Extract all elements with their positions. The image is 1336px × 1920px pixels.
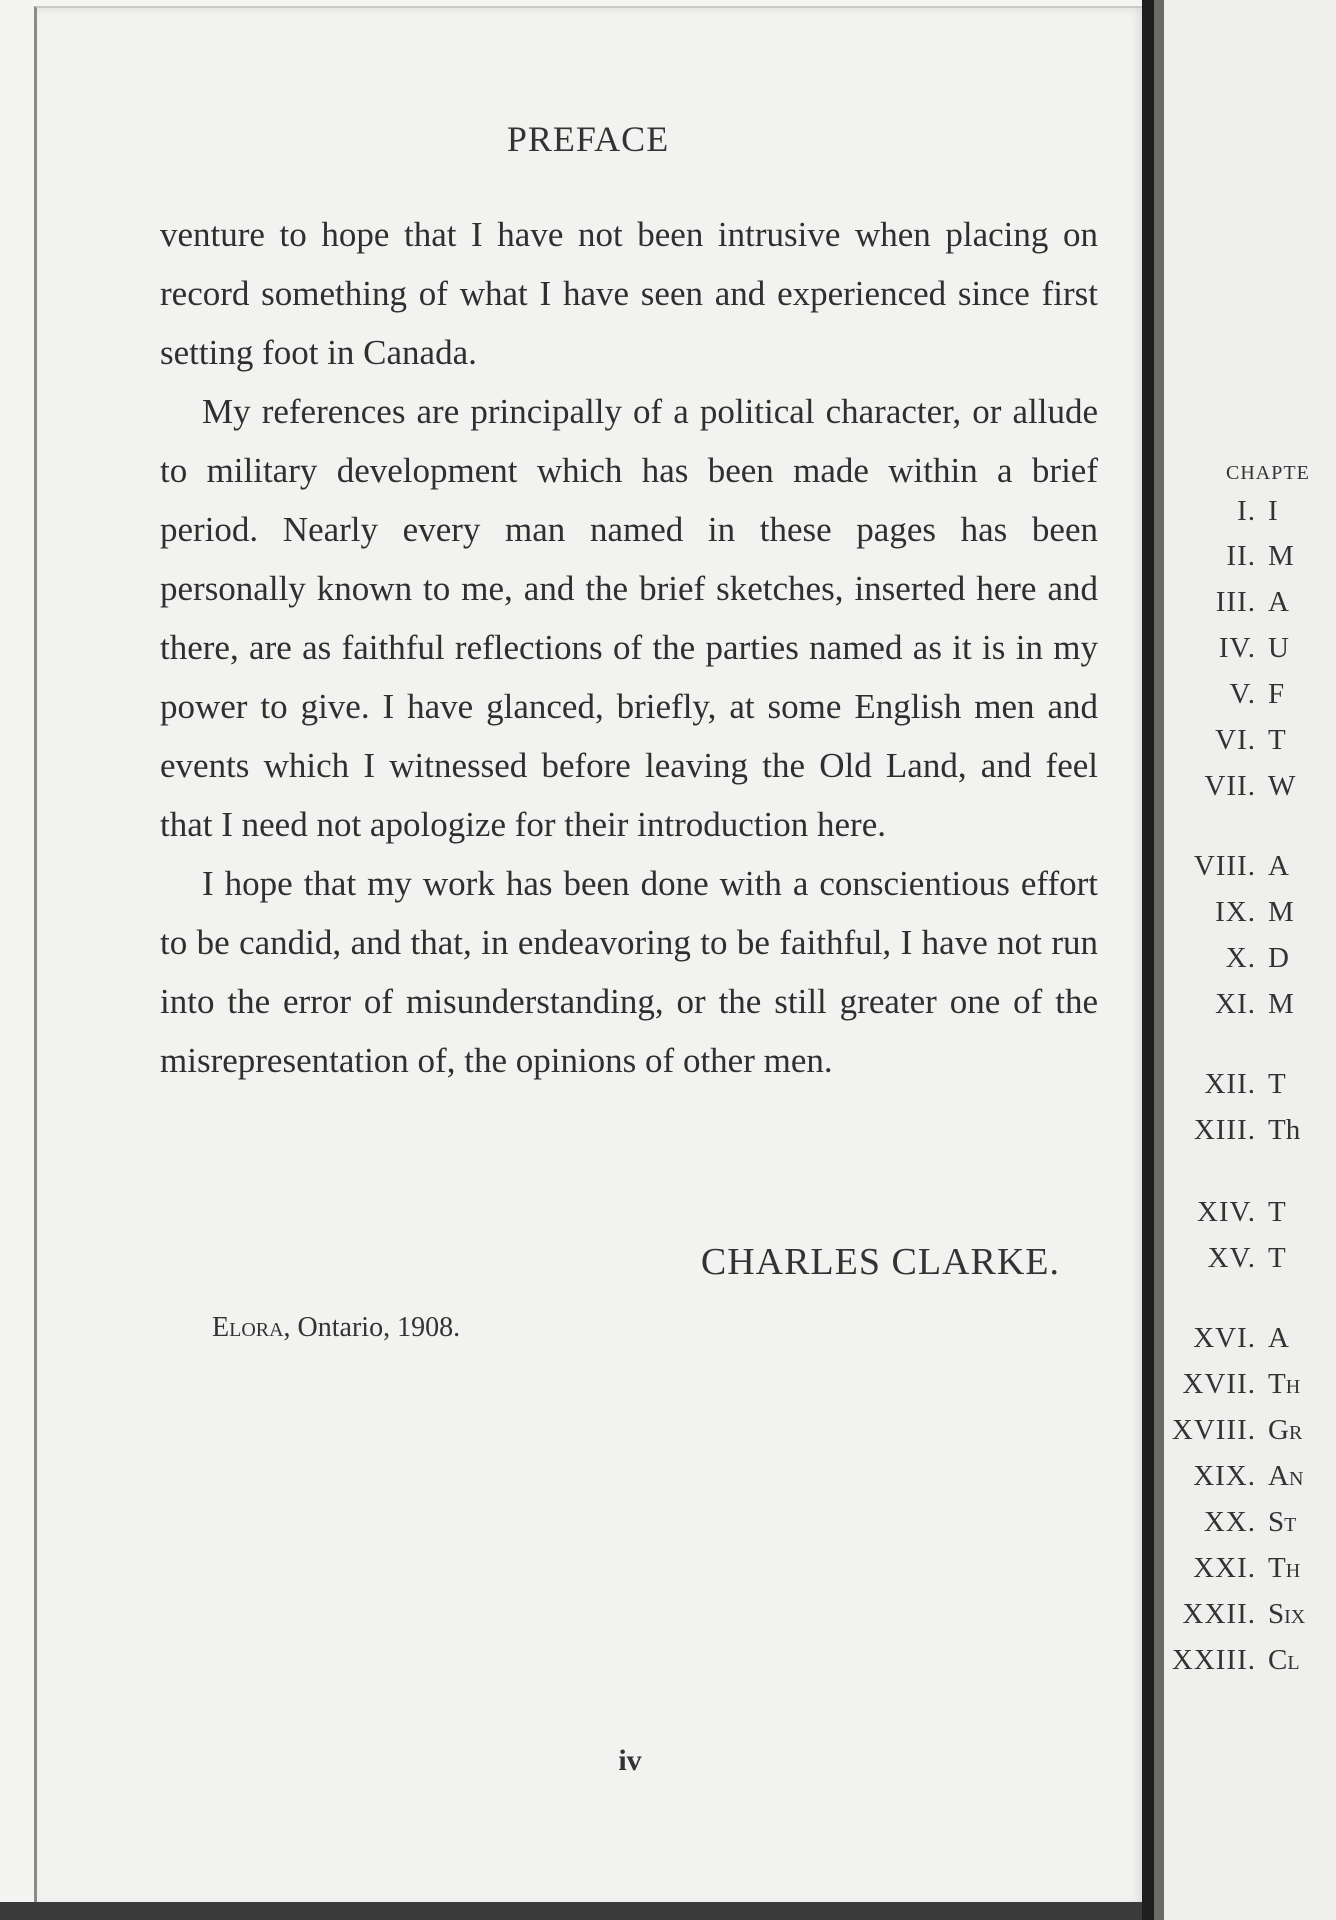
chapter-title: A <box>1268 1322 1289 1354</box>
chapter-number: XXII. <box>1182 1598 1256 1630</box>
chapter-number: II. <box>1226 540 1256 572</box>
chapter-row <box>1164 1598 1336 1634</box>
chapter-number: VI. <box>1215 724 1256 756</box>
chapter-title: F <box>1268 678 1285 710</box>
chapter-title: An <box>1268 1460 1304 1492</box>
chapter-title: Th <box>1268 1552 1301 1584</box>
chapter-row <box>1164 896 1336 932</box>
chapter-row <box>1164 1414 1336 1450</box>
chapter-row <box>1164 1114 1336 1150</box>
chapter-title: T <box>1268 724 1286 756</box>
contents-column <box>1164 0 1336 1920</box>
chapter-row <box>1164 850 1336 886</box>
chapter-row <box>1164 678 1336 714</box>
chapter-title: Cl <box>1268 1644 1300 1676</box>
chapter-number: IX. <box>1215 896 1256 928</box>
chapter-row <box>1164 1644 1336 1680</box>
chapter-title: U <box>1268 632 1289 664</box>
chapter-number: IV. <box>1218 632 1256 664</box>
chapter-row <box>1164 540 1336 576</box>
paragraph-references: My references are principally of a political character, or allude to military development which has been made within a brief period. Nearly every man named in these pages has been personally known to me, and the brief sketches, inserted here and there, are as faithful reflections of the parties named as it is in my power to give. I have glanced, briefly, at some English men and events which I witnessed before leaving the Old Land, and feel that I need not apologize for their introduction here. <box>160 392 1098 844</box>
place-town: Elora, <box>212 1312 291 1343</box>
chapter-title: D <box>1268 942 1289 974</box>
chapter-title: M <box>1268 896 1294 928</box>
paragraph-conclusion: I hope that my work has been done with a conscientious effort to be candid, and that, in endeavoring to be faithful, I have not run into the error of misunderstanding, or the still greater one of the misrepresentation of, the opinions of other men. <box>160 864 1098 1080</box>
preface-body <box>160 205 1098 1090</box>
chapter-number: XII. <box>1204 1068 1256 1100</box>
chapter-row <box>1164 770 1336 806</box>
chapter-number: XX. <box>1203 1506 1256 1538</box>
chapter-row <box>1164 1552 1336 1588</box>
place-rest: Ontario, 1908. <box>290 1312 461 1343</box>
chapter-number: XVII. <box>1182 1368 1256 1400</box>
chapter-title: Th <box>1268 1114 1301 1146</box>
chapter-number: I. <box>1237 495 1256 527</box>
chapter-number: V. <box>1229 678 1256 710</box>
chapter-number: VII. <box>1204 770 1256 802</box>
chapter-title: A <box>1268 586 1289 618</box>
chapter-title: W <box>1268 770 1296 802</box>
chapter-number: XIX. <box>1193 1460 1256 1492</box>
page-number: iv <box>618 1744 642 1777</box>
chapter-row <box>1164 495 1336 531</box>
book-gutter <box>1142 0 1154 1920</box>
chapter-title: T <box>1268 1068 1286 1100</box>
chapter-number: XXIII. <box>1171 1644 1256 1676</box>
chapter-number: XI. <box>1215 988 1256 1020</box>
running-head: PREFACE <box>506 119 670 159</box>
chapter-title: T <box>1268 1196 1286 1228</box>
chapter-column-head: CHAPTE <box>1226 462 1310 484</box>
place-and-date <box>212 1312 460 1344</box>
chapter-number: XVI. <box>1193 1322 1256 1354</box>
chapter-title: Gr <box>1268 1414 1303 1446</box>
page-bottom-edge <box>0 1902 1142 1920</box>
chapter-row <box>1164 988 1336 1024</box>
chapter-number: III. <box>1215 586 1256 618</box>
chapter-title: I <box>1268 495 1278 527</box>
chapter-row <box>1164 942 1336 978</box>
chapter-number: X. <box>1225 942 1256 974</box>
chapter-title: M <box>1268 540 1294 572</box>
chapter-title: Six <box>1268 1598 1306 1630</box>
chapter-number: XVIII. <box>1171 1414 1256 1446</box>
paragraph-continuation: venture to hope that I have not been intrusive when placing on record something of what I have seen and experienced since first setting foot in Canada. <box>160 215 1098 372</box>
chapter-title: A <box>1268 850 1289 882</box>
chapter-row <box>1164 1322 1336 1358</box>
chapter-title: St <box>1268 1506 1297 1538</box>
chapter-title: T <box>1268 1242 1286 1274</box>
chapter-row <box>1164 1460 1336 1496</box>
chapter-row <box>1164 1196 1336 1232</box>
chapter-row <box>1164 632 1336 668</box>
chapter-number: VIII. <box>1193 850 1256 882</box>
chapter-number: XIII. <box>1193 1114 1256 1146</box>
chapter-title: Th <box>1268 1368 1301 1400</box>
chapter-row <box>1164 1368 1336 1404</box>
chapter-title: M <box>1268 988 1294 1020</box>
chapter-number: XV. <box>1207 1242 1256 1274</box>
chapter-number: XXI. <box>1193 1552 1256 1584</box>
author-signature: CHARLES CLARKE. <box>700 1241 1060 1283</box>
chapter-row <box>1164 724 1336 760</box>
chapter-row <box>1164 1242 1336 1278</box>
chapter-number: XIV. <box>1196 1196 1256 1228</box>
chapter-row <box>1164 1068 1336 1104</box>
gutter-shadow <box>1154 0 1164 1920</box>
chapter-row <box>1164 1506 1336 1542</box>
chapter-row <box>1164 586 1336 622</box>
